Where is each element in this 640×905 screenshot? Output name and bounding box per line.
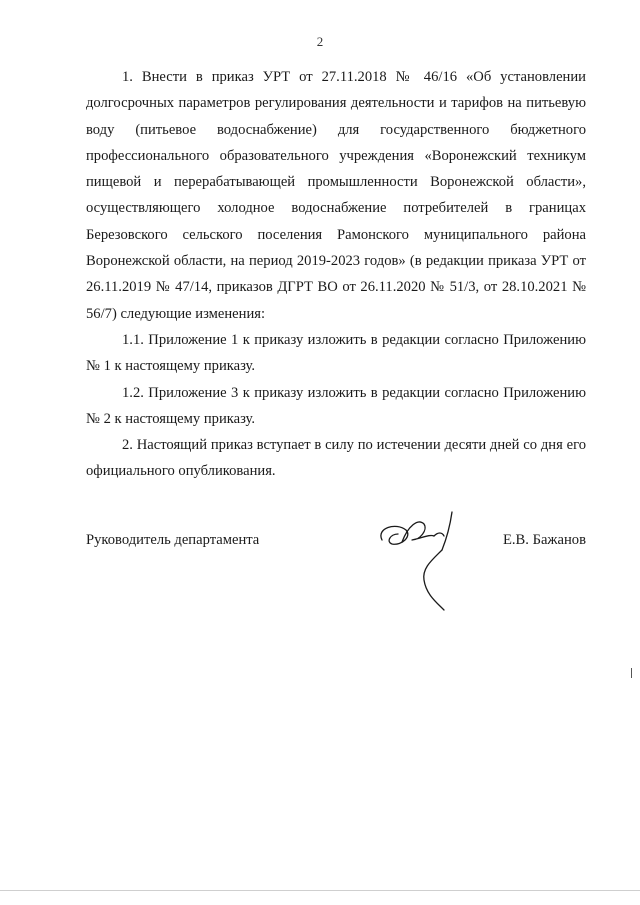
signatory-name: Е.В. Бажанов: [502, 532, 586, 548]
signature-block: [86, 528, 586, 638]
document-body: [86, 64, 586, 485]
scan-edge-mark: [631, 668, 632, 678]
paragraph-item-1-1: 1.1. Приложение 1 к приказу изложить в редакции согласно Приложению № 1 к настоящему приказу.: [86, 331, 586, 375]
paragraph-amendment: 1. Внести в приказ УРТ от 27.11.2018 № 46/16 «Об установлении долгосрочных параметров регулирования деятельности и тарифов на питьевую воду (питьевое водоснабжение) для государственного бюджетного профессионального образовательного учреждения «Воронежский техникум пищевой и перерабатывающей промышленности Воронежской области», осуществляющего холодное водоснабжение потребителей в границах Березовского сельского поселения Рамонского муниципального района Воронежской области, на период 2019-2023 годов» (в редакции приказа УРТ от 26.11.2019 № 47/14, приказов ДГРТ ВО от 26.11.2020 № 51/3, от 28.10.2021 № 56/7) следующие изменения:: [86, 69, 586, 322]
page-number: 2: [316, 34, 324, 49]
paragraph-effective-date: 2. Настоящий приказ вступает в силу по истечении десяти дней со дня его официального опубликования.: [86, 437, 586, 480]
handwritten-signature: [372, 506, 492, 616]
signatory-position: Руководитель департамента: [86, 532, 260, 548]
paragraph-item-1-2: 1.2. Приложение 3 к приказу изложить в редакции согласно Приложению № 2 к настоящему приказу.: [86, 384, 586, 427]
scan-bottom-edge: [0, 890, 640, 891]
